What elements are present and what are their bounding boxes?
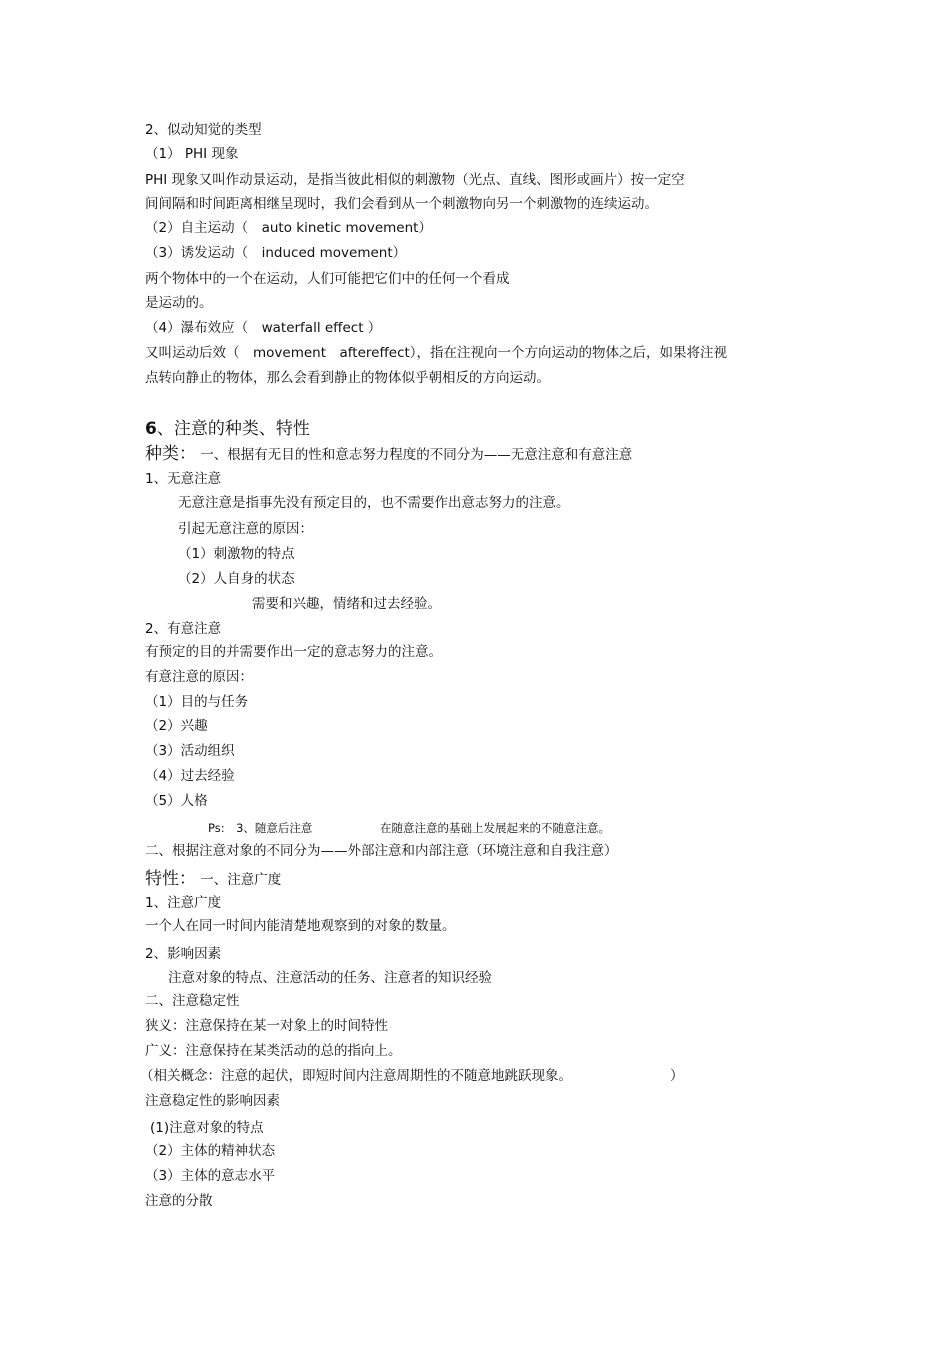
influencing-factors-heading: 2、影响因素	[145, 946, 222, 962]
traits-text: 一、注意广度	[200, 872, 282, 888]
induced-text-line-2: 是运动的。	[145, 295, 213, 311]
voluntary-cause-2: （2）兴趣	[145, 718, 208, 734]
stability-factor-2: （2）主体的精神状态	[145, 1143, 276, 1159]
stability-factor-3: （3）主体的意志水平	[145, 1168, 276, 1184]
voluntary-causes-heading: 有意注意的原因：	[145, 669, 253, 685]
waterfall-text-line-1: 又叫运动后效（ movement aftereffect），指在注视向一个方向运动的物体之后，如果将注视	[145, 345, 728, 361]
voluntary-attention-definition: 有预定的目的并需要作出一定的意志努力的注意。	[145, 644, 442, 660]
stability-factors-heading: 注意稳定性的影响因素	[145, 1093, 280, 1109]
involuntary-attention-heading: 1、无意注意	[145, 471, 222, 487]
voluntary-cause-5: （5）人格	[145, 793, 208, 809]
heading-apparent-motion-types: 2、似动知觉的类型	[145, 122, 262, 138]
traits-label: 特性：	[145, 869, 196, 889]
traits-line	[145, 868, 281, 890]
voluntary-cause-1: （1）目的与任务	[145, 694, 249, 710]
involuntary-cause-2-detail: 需要和兴趣，情绪和过去经验。	[252, 596, 441, 612]
involuntary-causes-heading: 引起无意注意的原因：	[178, 521, 313, 537]
item-phi: （1） PHI 现象	[145, 146, 239, 162]
stability-broad-definition: 广义：注意保持在某类活动的总的指向上。	[145, 1043, 402, 1059]
influencing-factors-text: 注意对象的特点、注意活动的任务、注意者的知识经验	[168, 970, 492, 986]
voluntary-cause-4: （4）过去经验	[145, 768, 235, 784]
section-6-number: 6	[145, 419, 157, 439]
kinds-line	[145, 443, 632, 465]
waterfall-text-line-2: 点转向静止的物体，那么会看到静止的物体似乎朝相反的方向运动。	[145, 370, 550, 386]
ps-label: Ps: 3、随意后注意	[208, 821, 313, 835]
kinds-second-classification: 二、根据注意对象的不同分为——外部注意和内部注意（环境注意和自我注意）	[145, 843, 618, 859]
involuntary-cause-1: （1）刺激物的特点	[178, 546, 295, 562]
induced-text-line-1: 两个物体中的一个在运动，人们可能把它们中的任何一个看成	[145, 271, 510, 287]
attention-span-definition: 一个人在同一时间内能清楚地观察到的对象的数量。	[145, 918, 456, 934]
phi-definition-line-1: PHI 现象又叫作动景运动，是指当彼此相似的刺激物（光点、直线、图形或画片）按一定空	[145, 172, 685, 188]
attention-span-heading: 1、注意广度	[145, 895, 222, 911]
phi-definition-line-2: 间间隔和时间距离相继呈现时，我们会看到从一个刺激物向另一个刺激物的连续运动。	[145, 196, 658, 212]
section-6-heading	[145, 418, 310, 440]
attention-distraction-heading: 注意的分散	[145, 1193, 213, 1209]
voluntary-cause-3: （3）活动组织	[145, 743, 235, 759]
stability-narrow-definition: 狭义：注意保持在某一对象上的时间特性	[145, 1018, 388, 1034]
voluntary-attention-heading: 2、有意注意	[145, 621, 222, 637]
related-concept-close-paren: ）	[670, 1068, 684, 1084]
involuntary-cause-2: （2）人自身的状态	[178, 571, 295, 587]
kinds-label: 种类：	[145, 444, 196, 464]
stability-factor-1: (1)注意对象的特点	[150, 1120, 264, 1136]
kinds-text: 一、根据有无目的性和意志努力程度的不同分为——无意注意和有意注意	[200, 447, 633, 463]
involuntary-attention-definition: 无意注意是指事先没有预定目的，也不需要作出意志努力的注意。	[178, 495, 570, 511]
item-induced: （3）诱发运动（ induced movement）	[145, 245, 407, 261]
ps-text: 在随意注意的基础上发展起来的不随意注意。	[380, 821, 610, 835]
item-waterfall: （4）瀑布效应（ waterfall effect ）	[145, 320, 382, 336]
section-6-title: 、注意的种类、特性	[156, 419, 310, 439]
related-concept-text: （相关概念：注意的起伏，即短时间内注意周期性的不随意地跳跃现象。	[140, 1068, 572, 1084]
item-autokinetic: （2）自主运动（ auto kinetic movement）	[145, 220, 432, 236]
attention-stability-heading: 二、注意稳定性	[145, 993, 240, 1009]
